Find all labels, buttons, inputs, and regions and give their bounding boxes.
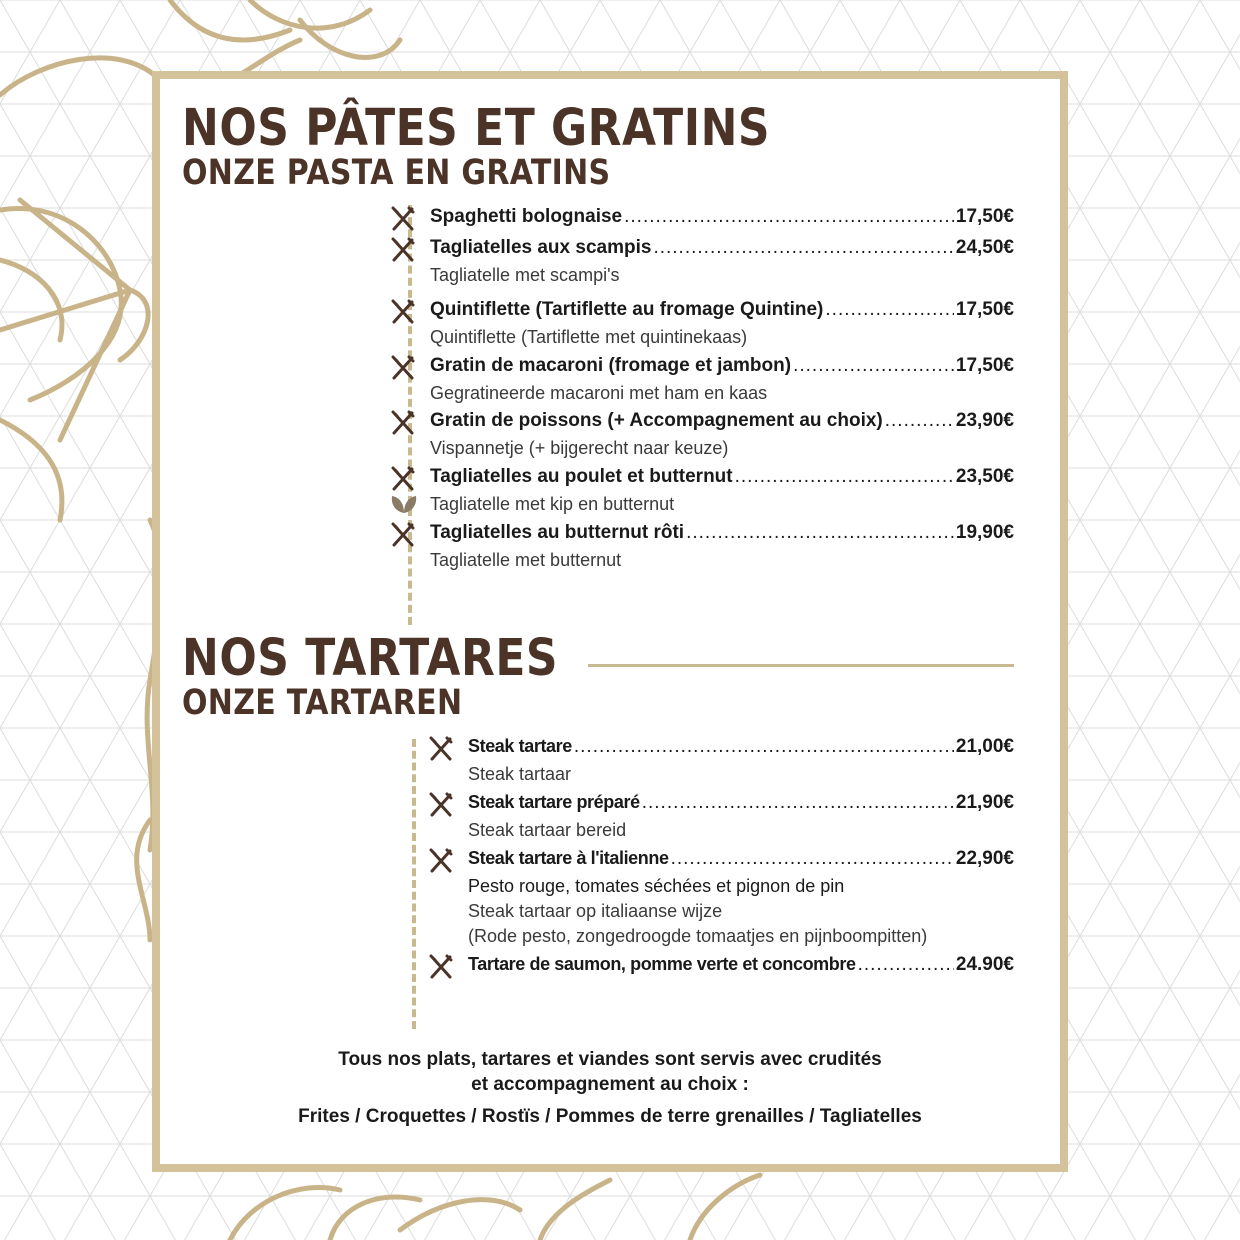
leader-dots [653, 237, 953, 259]
fork-knife-icon [428, 792, 454, 818]
fork-knife-icon [390, 410, 416, 436]
item-name: Tagliatelles aux scampis [430, 237, 652, 258]
item-translation: Tagliatelle met butternut [430, 550, 622, 570]
tartares-title: NOS TARTARES [182, 629, 559, 688]
menu-item [430, 299, 1014, 350]
menu-item [430, 355, 1014, 406]
footer-line-2: et accompagnement au choix : [471, 1074, 749, 1095]
fork-knife-icon [390, 466, 416, 492]
menu-item [430, 410, 1014, 461]
item-name: Steak tartare [468, 736, 572, 756]
item-price: 17,50€ [955, 299, 1014, 320]
leader-dots [624, 206, 954, 228]
item-translation: Quintiflette (Tartiflette met quintinekaas) [430, 327, 748, 347]
item-translation-detail: (Rode pesto, zongedroogde tomaatjes en pijnboompitten) [468, 926, 928, 946]
leader-dots [793, 355, 954, 377]
item-translation: Steak tartaar op italiaanse wijze [468, 901, 723, 921]
leader-dots [642, 792, 954, 814]
fork-knife-icon [390, 237, 416, 263]
footer-line-1: Tous nos plats, tartares et viandes sont servis avec crudités [338, 1049, 882, 1070]
section-rule [588, 664, 1014, 667]
item-name: Quintiflette (Tartiflette au fromage Quintine) [430, 299, 824, 320]
leader-dots [574, 736, 954, 758]
menu-item [430, 522, 1014, 573]
item-price: 24.90€ [955, 954, 1014, 975]
item-name: Steak tartare préparé [468, 792, 640, 812]
item-name: Tartare de saumon, pomme verte et concombre [468, 954, 856, 974]
item-name: Steak tartare à l'italienne [468, 848, 669, 868]
fork-knife-icon [390, 206, 416, 232]
item-price: 23,90€ [955, 410, 1014, 431]
menu-item [468, 736, 1014, 787]
item-price: 19,90€ [955, 522, 1014, 543]
item-translation: Steak tartaar bereid [468, 820, 627, 840]
item-name: Gratin de poissons (+ Accompagnement au choix) [430, 410, 883, 431]
item-price: 23,50€ [955, 466, 1014, 487]
item-price: 17,50€ [955, 355, 1014, 376]
item-price: 17,50€ [955, 206, 1014, 227]
leader-dots [735, 466, 954, 488]
leader-dots [686, 522, 954, 544]
item-name: Gratin de macaroni (fromage et jambon) [430, 355, 792, 376]
tartares-subtitle: ONZE TARTAREN [182, 683, 463, 724]
menu-item [468, 792, 1014, 843]
fork-knife-icon [390, 522, 416, 548]
leader-dots [825, 299, 953, 321]
pasta-title: NOS PÂTES ET GRATINS [182, 99, 771, 158]
leaf-icon [390, 493, 418, 515]
item-price: 24,50€ [955, 237, 1014, 258]
item-price: 22,90€ [955, 848, 1014, 869]
pasta-subtitle: ONZE PASTA EN GRATINS [182, 153, 611, 194]
item-translation: Gegratineerde macaroni met ham en kaas [430, 383, 768, 403]
item-price: 21,90€ [955, 792, 1014, 813]
item-translation: Vispannetje (+ bijgerecht naar keuze) [430, 438, 729, 458]
menu-item [430, 237, 1014, 288]
fork-knife-icon [428, 954, 454, 980]
item-name: Spaghetti bolognaise [430, 206, 623, 227]
item-translation: Steak tartaar [468, 764, 572, 784]
fork-knife-icon [428, 848, 454, 874]
leader-dots [885, 410, 954, 432]
item-translation: Tagliatelle met kip en butternut [430, 494, 675, 514]
leader-dots [671, 848, 954, 870]
tartares-dashed-divider [412, 739, 416, 1029]
item-name: Tagliatelles au butternut rôti [430, 522, 685, 543]
fork-knife-icon [390, 299, 416, 325]
menu-item [430, 206, 1014, 232]
menu-item [430, 466, 1014, 517]
item-description: Pesto rouge, tomates séchées et pignon de pin [468, 876, 845, 896]
item-translation: Tagliatelle met scampi's [430, 265, 620, 285]
item-name: Tagliatelles au poulet et butternut [430, 466, 733, 487]
fork-knife-icon [428, 736, 454, 762]
footer-sides: Frites / Croquettes / Rostïs / Pommes de terre grenailles / Tagliatelles [298, 1106, 922, 1127]
menu-item [468, 848, 1014, 949]
menu-item [468, 954, 1014, 980]
leader-dots [858, 954, 954, 976]
menu-card [152, 71, 1068, 1172]
item-price: 21,00€ [955, 736, 1014, 757]
fork-knife-icon [390, 355, 416, 381]
